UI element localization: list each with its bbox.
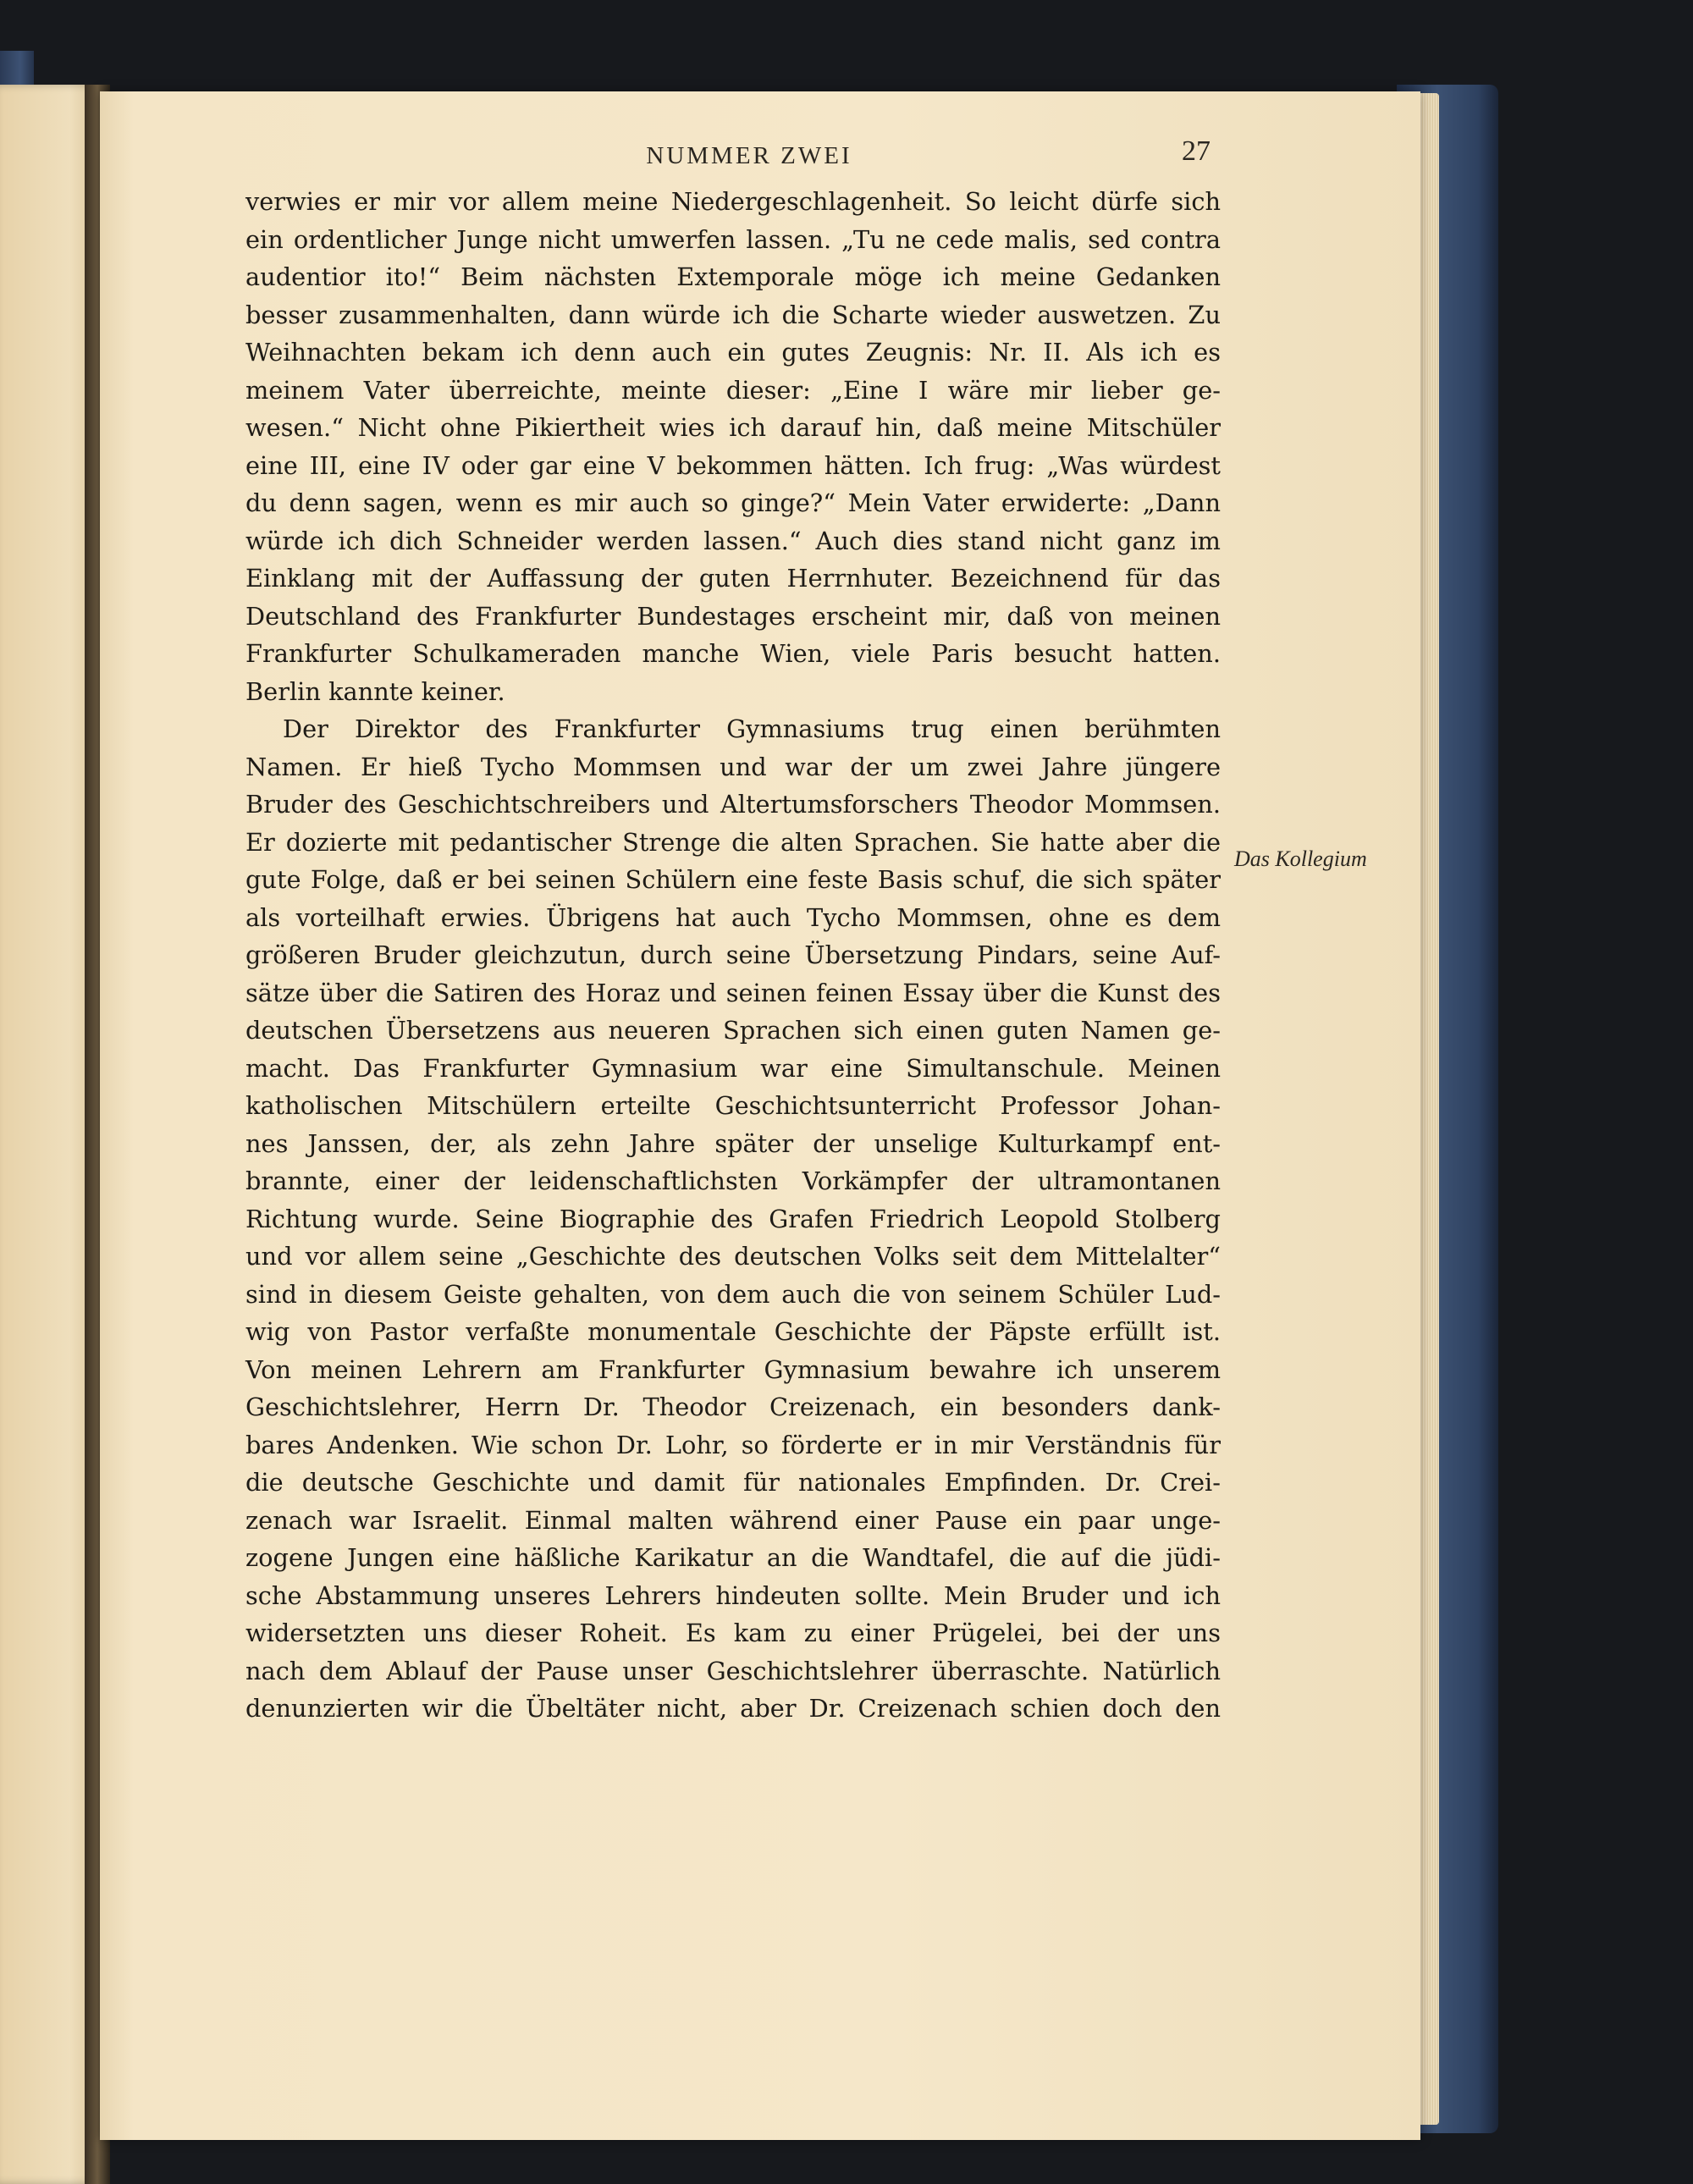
text-line: audentior ito!“ Beim nächsten Extemporale möge ich meine Gedanken bbox=[245, 262, 1221, 291]
text-line: Der Direktor des Frankfurter Gymnasiums trug einen berühmten bbox=[283, 714, 1221, 743]
text-line: katholischen Mitschülern erteilte Geschichtsunterricht Professor Johan- bbox=[245, 1091, 1221, 1120]
text-line: Deutschland des Frankfurter Bundestages erscheint mir, daß von meinen bbox=[245, 601, 1221, 631]
text-line: Er dozierte mit pedantischer Strenge die alten Sprachen. Sie hatte aber die bbox=[245, 827, 1221, 857]
text-line: verwies er mir vor allem meine Niedergeschlagenheit. So leicht dürfe sich bbox=[245, 187, 1221, 216]
text-line: denunzierten wir die Übeltäter nicht, aber Dr. Creizenach schien doch den bbox=[245, 1694, 1221, 1723]
text-line: gute Folge, daß er bei seinen Schülern eine feste Basis schuf, die sich später bbox=[245, 865, 1221, 894]
text-line: Geschichtslehrer, Herrn Dr. Theodor Creizenach, ein besonders dank- bbox=[245, 1393, 1221, 1421]
text-line: sätze über die Satiren des Horaz und seinen feinen Essay über die Kunst des bbox=[245, 978, 1221, 1007]
text-line: Richtung wurde. Seine Biographie des Grafen Friedrich Leopold Stolberg bbox=[245, 1204, 1221, 1233]
text-line: Einklang mit der Auffassung der guten Herrnhuter. Bezeichnend für das bbox=[245, 564, 1221, 593]
text-line: ein ordentlicher Junge nicht umwerfen lassen. „Tu ne cede malis, sed contra bbox=[245, 224, 1221, 254]
text-line: Namen. Er hieß Tycho Mommsen und war der um zwei Jahre jüngere bbox=[245, 752, 1221, 781]
text-line: Von meinen Lehrern am Frankfurter Gymnasium bewahre ich unserem bbox=[245, 1354, 1221, 1384]
text-line: als vorteilhaft erwies. Übrigens hat auch Tycho Mommsen, ohne es dem bbox=[245, 902, 1221, 932]
text-line: wig von Pastor verfaßte monumentale Geschichte der Päpste erfüllt ist. bbox=[245, 1317, 1221, 1346]
text-line: meinem Vater überreichte, meinte dieser: „Eine I wäre mir lieber ge- bbox=[245, 375, 1221, 405]
margin-note: Das Kollegium bbox=[1234, 847, 1367, 871]
text-line: zenach war Israelit. Einmal malten während einer Pause ein paar unge- bbox=[245, 1505, 1221, 1535]
text-line: größeren Bruder gleichzutun, durch seine Übersetzung Pindars, seine Auf- bbox=[245, 940, 1221, 969]
text-line: Weihnachten bekam ich denn auch ein gutes Zeugnis: Nr. II. Als ich es bbox=[245, 338, 1221, 367]
page-number: 27 bbox=[1182, 135, 1210, 167]
text-line: besser zusammenhalten, dann würde ich die Scharte wieder auswetzen. Zu bbox=[245, 300, 1221, 329]
text-line: nes Janssen, der, als zehn Jahre später der unselige Kulturkampf ent- bbox=[245, 1128, 1221, 1158]
text-line: würde ich dich Schneider werden lassen.“ Auch dies stand nicht ganz im bbox=[245, 526, 1221, 555]
text-line: Bruder des Geschichtschreibers und Altertumsforschers Theodor Mommsen. bbox=[245, 790, 1221, 819]
text-line: macht. Das Frankfurter Gymnasium war eine Simultanschule. Meinen bbox=[245, 1053, 1221, 1083]
text-line: sche Abstammung unseres Lehrers hindeuten sollte. Mein Bruder und ich bbox=[245, 1580, 1221, 1610]
text-line: deutschen Übersetzens aus neueren Sprachen sich einen guten Namen ge- bbox=[245, 1016, 1221, 1045]
text-line: brannte, einer der leidenschaftlichsten Vorkämpfer der ultramontanen bbox=[245, 1166, 1221, 1195]
text-line: Frankfurter Schulkameraden manche Wien, viele Paris besucht hatten. bbox=[245, 639, 1221, 668]
text-line: die deutsche Geschichte und damit für nationales Empfinden. Dr. Crei- bbox=[245, 1468, 1221, 1497]
body-text bbox=[245, 183, 1221, 1728]
text-line: widersetzten uns dieser Roheit. Es kam zu einer Prügelei, bei der uns bbox=[245, 1619, 1221, 1647]
running-head: NUMMER ZWEI bbox=[646, 142, 852, 169]
text-line: und vor allem seine „Geschichte des deutschen Volks seit dem Mittelalter“ bbox=[245, 1242, 1221, 1271]
text-line: nach dem Ablauf der Pause unser Geschichtslehrer überraschte. Natürlich bbox=[245, 1656, 1221, 1685]
text-line: Berlin kannte keiner. bbox=[245, 676, 505, 706]
text-line: wesen.“ Nicht ohne Pikiertheit wies ich darauf hin, daß meine Mitschüler bbox=[245, 413, 1221, 442]
text-line: zogene Jungen eine häßliche Karikatur an die Wandtafel, die auf die jüdi- bbox=[245, 1543, 1221, 1572]
text-line: bares Andenken. Wie schon Dr. Lohr, so förderte er in mir Verständnis für bbox=[245, 1430, 1221, 1459]
text-line: sind in diesem Geiste gehalten, von dem auch die von seinem Schüler Lud- bbox=[245, 1279, 1221, 1309]
text-line: eine III, eine IV oder gar eine V bekommen hätten. Ich frug: „Was würdest bbox=[245, 450, 1221, 480]
text-line: du denn sagen, wenn es mir auch so ginge?“ Mein Vater erwiderte: „Dann bbox=[245, 488, 1221, 517]
